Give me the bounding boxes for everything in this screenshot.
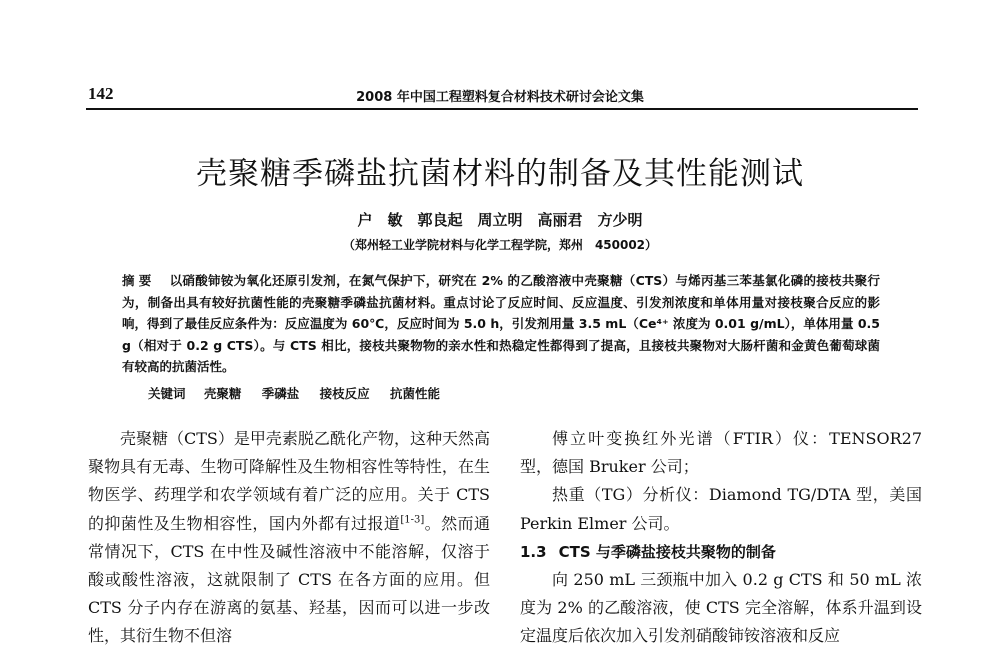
keyword: 抗菌性能: [390, 386, 441, 401]
affiliation: （郑州轻工业学院材料与化学工程学院，郑州 450002）: [342, 238, 658, 252]
abstract-label: 摘要: [122, 273, 156, 288]
body-column-right: [520, 425, 922, 651]
authors: 户 敏 郭良起 周立明 高丽君 方少明: [357, 211, 643, 229]
paragraph: 傅立叶变换红外光谱（FTIR）仪：TENSOR27 型，德国 Bruker 公司；: [520, 429, 922, 477]
keyword: 壳聚糖: [203, 386, 242, 401]
citation: [1-3]: [400, 514, 425, 526]
section-number: 1.3: [520, 542, 547, 561]
abstract: [122, 270, 880, 378]
page-number: 142: [88, 84, 114, 103]
keywords: [148, 384, 456, 402]
paragraph-text: 。然而通常情况下，CTS 在中性及碱性溶液中不能溶解，仅溶于酸或酸性溶液，这就限制了 CTS 在各方面的应用。但 CTS 分子内存在游离的氨基、羟基，因而可以进一步改性，其衍生物不但溶: [88, 513, 490, 646]
keywords-label: 关键词: [148, 386, 186, 401]
section-title: CTS 与季磷盐接枝共聚物的制备: [558, 542, 776, 561]
running-head: 2008 年中国工程塑料复合材料技术研讨会论文集: [356, 90, 644, 105]
paragraph: 向 250 mL 三颈瓶中加入 0.2 g CTS 和 50 mL 浓度为 2% 的乙酸溶液，使 CTS 完全溶解，体系升温到设定温度后依次加入引发剂硝酸铈铵溶液和反应: [520, 570, 922, 646]
article-title: 壳聚糖季磷盐抗菌材料的制备及其性能测试: [196, 156, 804, 192]
body-column-left: [88, 425, 490, 651]
paragraph: [88, 425, 490, 651]
keyword: 接枝反应: [319, 386, 370, 401]
header-rule: [86, 108, 918, 110]
paragraph-text: 壳聚糖（CTS）是甲壳素脱乙酰化产物，这种天然高聚物具有无毒、生物可降解性及生物相容性等特性，在生物医学、药理学和农学领域有着广泛的应用。关于 CTS 的抑菌性及生物相容性，国内外都有过报道: [88, 429, 490, 533]
keyword: 季磷盐: [261, 386, 300, 401]
abstract-text: 以硝酸铈铵为氧化还原引发剂，在氮气保护下，研究在 2% 的乙酸溶液中壳聚糖（CTS）与烯丙基三苯基氯化磷的接枝共聚行为，制备出具有较好抗菌性能的壳聚糖季磷盐抗菌材料。重点讨论了反应时间、反应温度、引发剂浓度和单体用量对接枝聚合反应的影响，得到了最佳反应条件为：反应温度为 60℃，反应时间为 5.0 h，引发剂用量 3.5 mL（Ce⁴⁺ 浓度为 0.01 g/mL），单体用量 0.5 g（相对于 0.2 g CTS）。与 CTS 相比，接枝共聚物物的亲水性和热稳定性都得到了提高，且接枝共聚物对大肠杆菌和金黄色葡萄球菌有较高的抗菌活性。: [122, 273, 880, 374]
section-heading: [520, 538, 922, 566]
paragraph: 热重（TG）分析仪：Diamond TG/DTA 型，美国 Perkin Elmer 公司。: [520, 485, 922, 533]
